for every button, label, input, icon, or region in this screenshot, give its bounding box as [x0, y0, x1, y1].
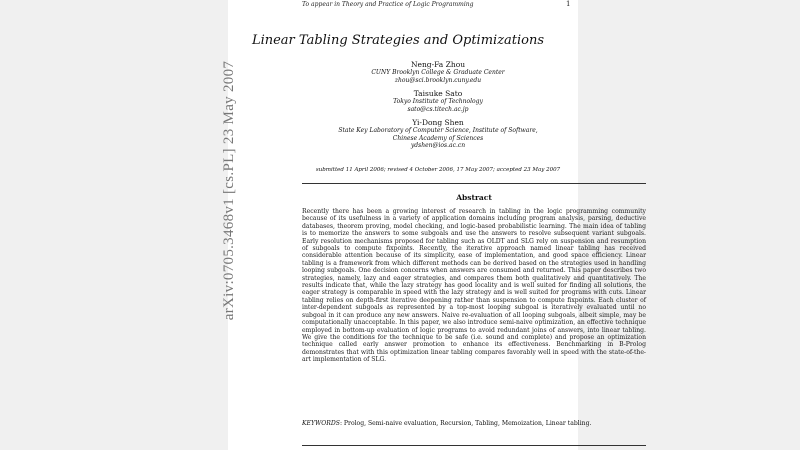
abstract-heading: Abstract — [456, 193, 492, 202]
divider-bottom — [302, 445, 646, 446]
author — [288, 89, 588, 113]
author-name: Neng-Fa Zhou — [410, 60, 466, 69]
author-affiliation: State Key Laboratory of Computer Science, Institute of Software, — [338, 127, 538, 134]
author-affiliation: CUNY Brooklyn College & Graduate Center — [371, 69, 505, 76]
paper-title: Linear Tabling Strategies and Optimizations — [251, 33, 545, 48]
keywords-label: KEYWORDS — [302, 420, 340, 427]
submission-dates: submitted 11 April 2006; revised 4 October 2006, 17 May 2007; accepted 23 May 2007 — [315, 167, 561, 173]
arxiv-identifier — [205, 60, 255, 320]
author-name: Yi-Dong Shen — [412, 118, 464, 127]
author-email: sato@cs.titech.ac.jp — [407, 105, 469, 113]
author-email: zhou@sci.brooklyn.cuny.edu — [394, 76, 482, 84]
author-name: Taisuke Sato — [413, 89, 463, 98]
page-number: 1 — [566, 0, 571, 8]
author — [288, 60, 588, 84]
author-email: ydshen@ios.ac.cn — [410, 142, 466, 149]
paper-page — [228, 0, 646, 450]
left-gutter — [0, 0, 228, 450]
divider-top — [302, 183, 646, 184]
author-affiliation-line-2: Chinese Academy of Sciences — [392, 134, 484, 142]
author — [288, 118, 588, 150]
running-head: To appear in Theory and Practice of Logic Programming — [302, 1, 474, 8]
abstract-text: Recently there has been a growing interest of research in tabling in the logic programming community because of its usefulness in a variety of application domains including program analysis, parsing, deductive databases, theorem proving, model checking, and logic-based probabilistic learning. The main idea of tabling is to memorize the answers to some subgoals and use the answers to resolve subsequent variant subgoals. Early resolution mechanisms proposed for tabling such as OLDT and SLG rely on suspension and resumption of subgoals to compute fixpoints. Recently, the iterative approach named linear tabling has received considerable attention because of its simplicity, ease of implementation, and good space efficiency. Linear tabling is a framework from which different methods can be derived based on the strategies used in handling looping subgoals. One decision concerns when answers are consumed and returned. This paper describes two strategies, namely, lazy and eager strategies, and compares them both qualitatively and quantitatively. The results indicate that, while the lazy strategy has good locality and is well suited for finding all solutions, the eager strategy is comparable in speed with the lazy strategy and is well suited for programs with cuts. Linear tabling relies on depth-first iterative deepening rather than suspension to compute fixpoints. Each cluster of inter-dependent subgoals as represented by a top-most looping subgoal is iteratively evaluated until no subgoal in it can produce any new answers. Naive re-evaluation of all looping subgoals, albeit simple, may be computationally unacceptable. In this paper, we also introduce semi-naive optimization, an effective technique employed in bottom-up evaluation of logic programs to avoid redundant joins of answers, into linear tabling. We give the conditions for the technique to be safe (i.e. sound and complete) and propose an optimization technique called early answer promotion to enhance its effectiveness. Benchmarking in B-Prolog demonstrates that with this optimization linear tabling compares favorably well in speed with the state-of-the-art implementation of SLG. — [302, 208, 646, 364]
keywords — [302, 420, 646, 427]
arxiv-identifier-text: arXiv:0705.3468v1 [cs.PL] 23 May 2007 — [221, 60, 238, 320]
author-affiliation: Tokyo Institute of Technology — [393, 98, 483, 105]
author-block — [288, 60, 588, 155]
keywords-text: : Prolog, Semi-naive evaluation, Recursion, Tabling, Memoization, Linear tabling. — [339, 420, 592, 427]
